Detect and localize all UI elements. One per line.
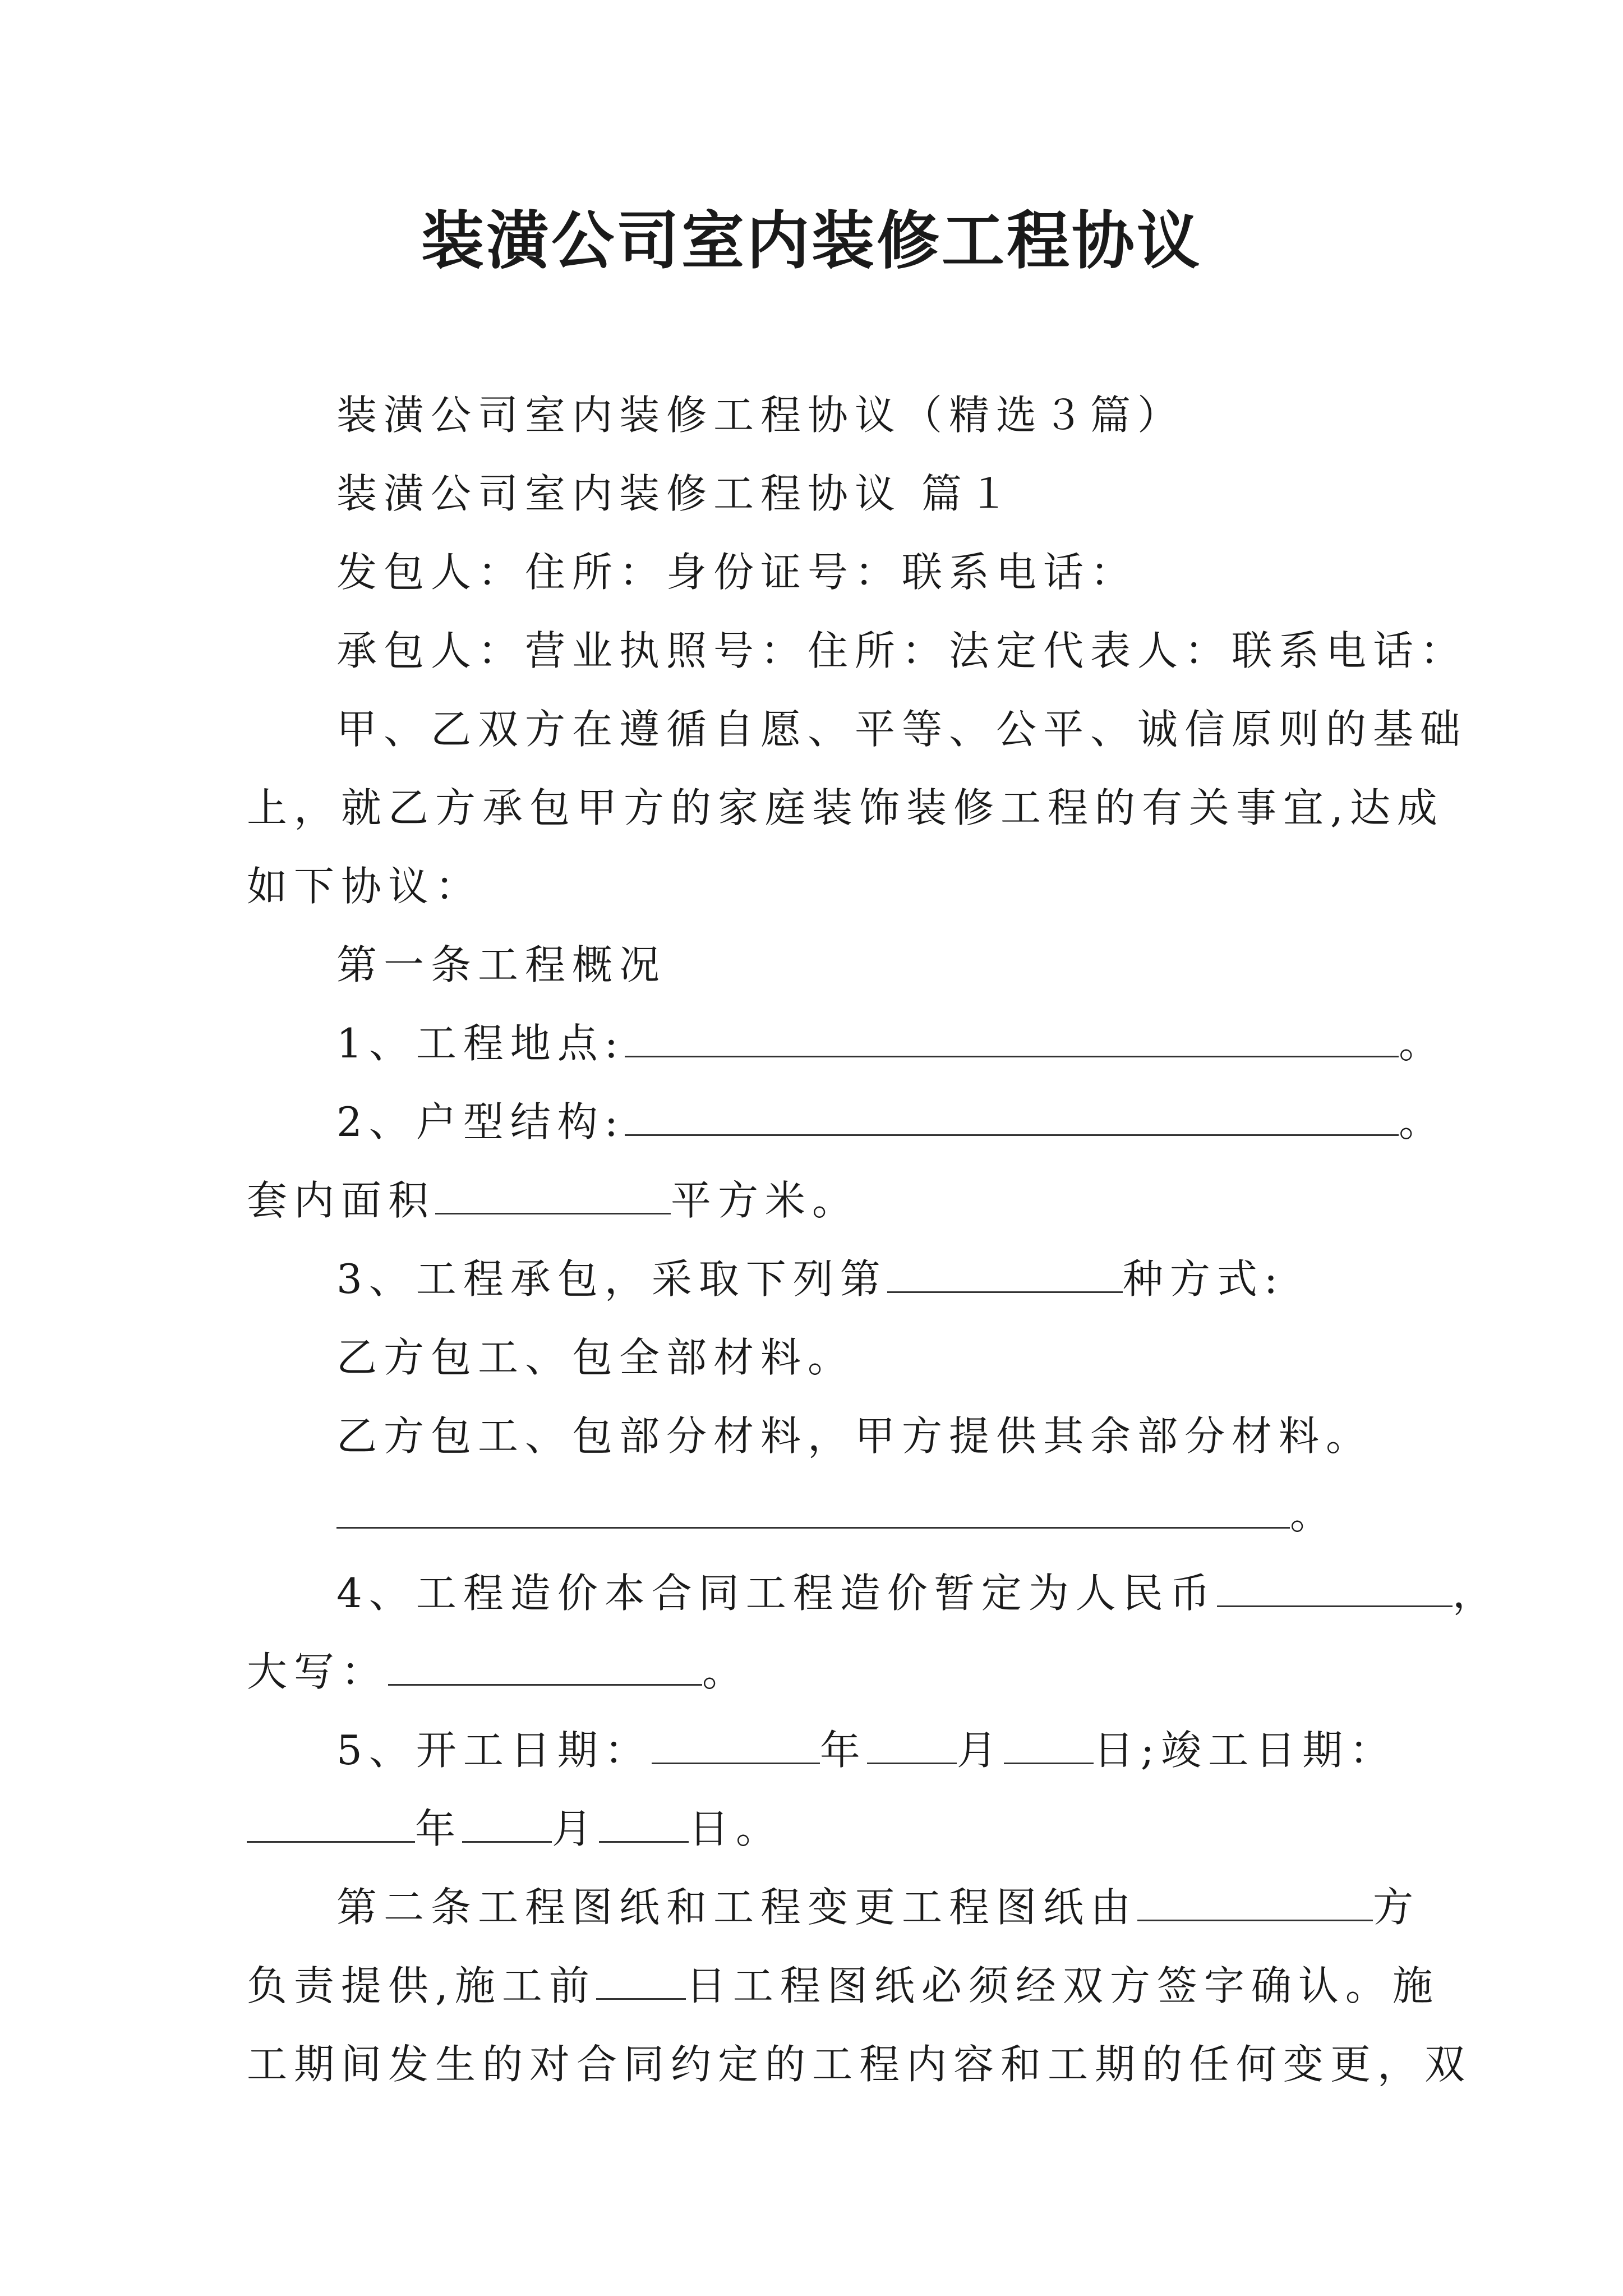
label-year: 年 bbox=[415, 1805, 463, 1852]
unit-square-meters: 平方米。 bbox=[671, 1177, 860, 1224]
period: 。 bbox=[1290, 1491, 1338, 1538]
period: 。 bbox=[1399, 1098, 1446, 1145]
blank-other-method bbox=[336, 1492, 1290, 1529]
blank-start-year bbox=[652, 1728, 820, 1764]
label-month: 月 bbox=[956, 1727, 1004, 1774]
paragraph-intro-line-3: 如下协议： bbox=[247, 863, 483, 910]
label-day: 日。 bbox=[689, 1805, 783, 1852]
party-a-info: 发包人：住所：身份证号：联系电话： bbox=[336, 549, 1138, 596]
clause-price-in-words bbox=[247, 1644, 749, 1700]
article-2-text-a: 负责提供,施工前 bbox=[247, 1962, 596, 2009]
blank-end-month bbox=[462, 1806, 552, 1843]
label-price-in-words: 大写： bbox=[247, 1648, 389, 1695]
clause-contract-method bbox=[336, 1251, 1284, 1307]
blank-contract-method bbox=[887, 1257, 1123, 1293]
article-2-text-b: 日工程图纸必须经双方签字确认。施 bbox=[685, 1962, 1440, 2009]
blank-end-year bbox=[247, 1806, 415, 1843]
document-title: 装潢公司室内装修工程协议 bbox=[421, 204, 1202, 278]
subtitle-collection: 装潢公司室内装修工程协议（精选３篇） bbox=[336, 392, 1185, 439]
label-method-suffix: 种方式: bbox=[1122, 1255, 1285, 1303]
label-completion-date: 日;竣工日期： bbox=[1093, 1727, 1397, 1774]
label-month: 月 bbox=[552, 1805, 600, 1852]
blank-unit-structure bbox=[625, 1099, 1399, 1136]
label-contract-method: 3、工程承包，采取下列第 bbox=[336, 1255, 887, 1303]
label-project-location: 1、工程地点: bbox=[336, 1020, 625, 1067]
comma: ， bbox=[1452, 1570, 1500, 1617]
period: 。 bbox=[1399, 1020, 1446, 1067]
blank-start-day bbox=[1004, 1728, 1094, 1764]
label-party: 方 bbox=[1373, 1884, 1421, 1931]
article-1-heading: 第一条工程概况 bbox=[336, 941, 667, 988]
blank-floor-area bbox=[435, 1178, 671, 1214]
blank-end-day bbox=[599, 1806, 689, 1843]
period: 。 bbox=[702, 1648, 750, 1695]
clause-project-location bbox=[336, 1015, 1446, 1071]
article-2-text: 第二条工程图纸和工程变更工程图纸由 bbox=[336, 1884, 1138, 1931]
clause-contract-price bbox=[336, 1565, 1500, 1621]
subtitle-part-1: 装潢公司室内装修工程协议 篇１ bbox=[336, 470, 1016, 517]
clause-completion-date bbox=[247, 1801, 783, 1857]
clause-blank-line bbox=[336, 1487, 1337, 1543]
option-full-materials: 乙方包工、包全部材料。 bbox=[336, 1334, 855, 1381]
article-2-line-1 bbox=[336, 1879, 1420, 1935]
article-2-line-2 bbox=[247, 1958, 1440, 2014]
blank-price-in-words bbox=[388, 1649, 702, 1686]
blank-start-month bbox=[867, 1728, 957, 1764]
label-floor-area: 套内面积 bbox=[247, 1177, 436, 1224]
paragraph-intro-line-2: 上，就乙方承包甲方的家庭装饰装修工程的有关事宜,达成 bbox=[247, 784, 1444, 831]
clause-floor-area bbox=[247, 1172, 859, 1228]
clause-start-date bbox=[336, 1722, 1396, 1778]
blank-project-location bbox=[625, 1021, 1399, 1057]
label-year: 年 bbox=[819, 1727, 867, 1774]
blank-contract-price bbox=[1217, 1571, 1453, 1607]
party-b-info: 承包人：营业执照号：住所：法定代表人：联系电话： bbox=[336, 627, 1468, 674]
clause-unit-structure bbox=[336, 1094, 1446, 1150]
article-2-line-3: 工期间发生的对合同约定的工程内容和工期的任何变更，双 bbox=[247, 2041, 1472, 2088]
blank-drawing-provider bbox=[1137, 1885, 1373, 1921]
label-unit-structure: 2、户型结构: bbox=[336, 1098, 625, 1145]
paragraph-intro-line-1: 甲、乙双方在遵循自愿、平等、公平、诚信原则的基础 bbox=[336, 706, 1468, 753]
label-start-date: 5、开工日期： bbox=[336, 1727, 652, 1774]
blank-days-before bbox=[596, 1963, 686, 2000]
label-contract-price: 4、工程造价本合同工程造价暂定为人民币 bbox=[336, 1570, 1217, 1617]
option-partial-materials: 乙方包工、包部分材料，甲方提供其余部分材料。 bbox=[336, 1412, 1373, 1460]
